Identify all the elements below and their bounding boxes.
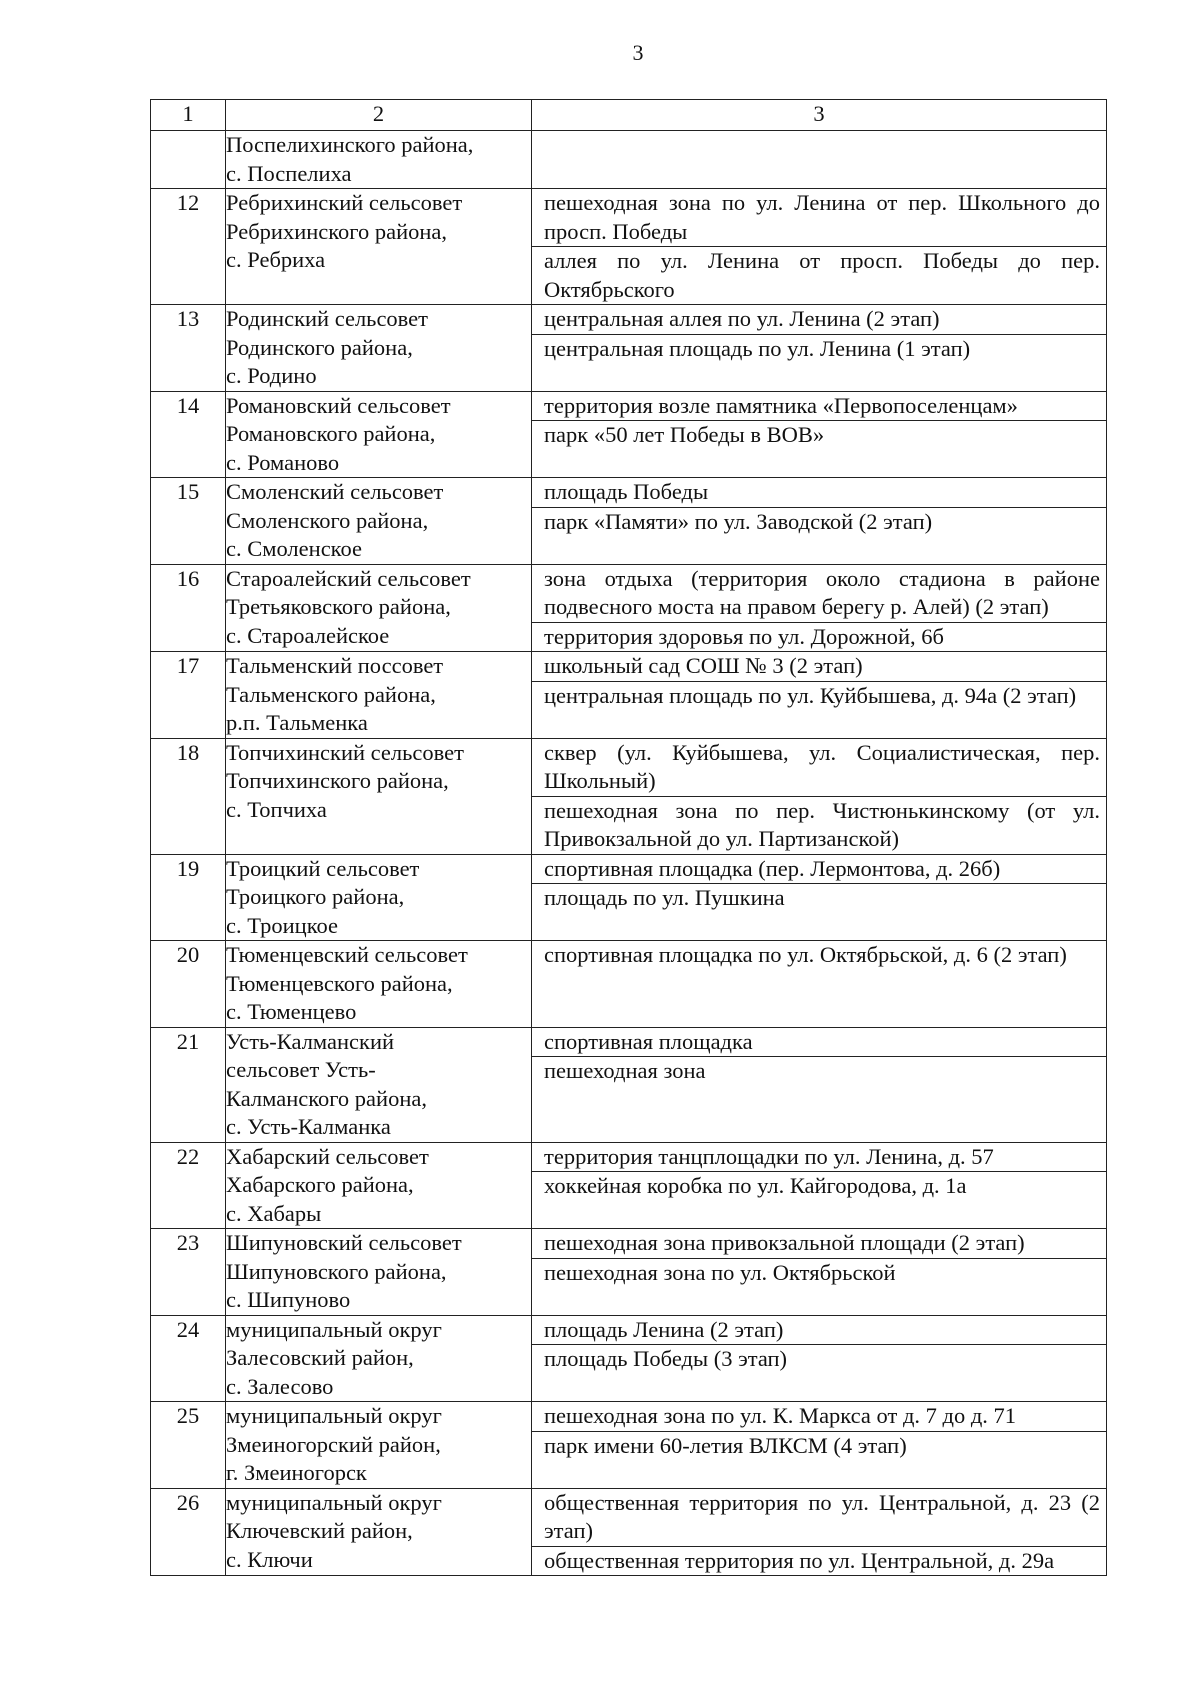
table-row	[151, 564, 1107, 652]
territory-item: центральная площадь по ул. Куйбышева, д. 94а (2 этап)	[544, 682, 1077, 708]
municipality-cell	[226, 738, 532, 854]
municipality-line: Третьяковского района,	[226, 594, 451, 619]
table-row	[151, 131, 1107, 189]
territories-cell	[532, 1488, 1107, 1576]
municipality-line: Ребрихинский сельсовет	[226, 190, 463, 215]
territory-item: спортивная площадка (пер. Лермонтова, д. 26б)	[532, 855, 1106, 885]
row-number: 13	[151, 305, 226, 392]
territory-item: пешеходная зона	[544, 1058, 706, 1083]
municipality-line: с. Топчиха	[226, 796, 327, 822]
municipality-line: Троицкий сельсовет	[226, 855, 420, 881]
municipality-cell	[226, 131, 532, 189]
territories-cell	[532, 305, 1107, 392]
municipality-cell	[226, 478, 532, 565]
municipality-line: Смоленский сельсовет	[226, 479, 444, 504]
table-row	[151, 738, 1107, 854]
municipality-line: Калманского района,	[226, 1085, 427, 1111]
territories-cell	[532, 652, 1107, 739]
table-row	[151, 478, 1107, 565]
territory-item: центральная площадь по ул. Ленина (1 этап)	[544, 335, 971, 361]
territories-cell	[532, 1402, 1107, 1489]
table-header-row	[151, 100, 1107, 131]
table-row	[151, 1027, 1107, 1142]
row-number: 18	[151, 738, 226, 854]
territories-cell	[532, 189, 1107, 305]
row-number: 12	[151, 189, 226, 305]
territory-item: спортивная площадка по ул. Октябрьской, д. 6 (2 этап)	[544, 942, 1067, 967]
municipality-line: сельсовет Усть-	[226, 1057, 376, 1082]
territory-item: площадь по ул. Пушкина	[544, 885, 785, 910]
municipality-line: Родинский сельсовет	[226, 306, 428, 331]
municipality-line: Змеиногорский район,	[226, 1431, 441, 1457]
territory-item: сквер (ул. Куйбышева, ул. Социалистическая, пер. Школьный)	[532, 739, 1106, 797]
territory-item: площадь Ленина (2 этап)	[532, 1316, 1106, 1346]
municipality-line: Тальменского района,	[226, 681, 436, 707]
municipality-line: Родинского района,	[226, 334, 413, 360]
municipality-line: Романовского района,	[226, 421, 436, 446]
territories-cell	[532, 854, 1107, 941]
municipality-cell	[226, 1488, 532, 1576]
row-number: 23	[151, 1229, 226, 1316]
municipality-cell	[226, 391, 532, 478]
municipality-line: с. Староалейское	[226, 622, 390, 648]
row-number: 20	[151, 941, 226, 1028]
territories-cell	[532, 391, 1107, 478]
municipality-line: с. Ребриха	[226, 247, 326, 272]
row-number: 21	[151, 1027, 226, 1142]
municipality-line: Ребрихинского района,	[226, 218, 448, 244]
territories-cell	[532, 738, 1107, 854]
row-number: 17	[151, 652, 226, 739]
territory-item: центральная аллея по ул. Ленина (2 этап)	[532, 305, 1106, 335]
territories-cell	[532, 1315, 1107, 1402]
territory-item: пешеходная зона по ул. Ленина от пер. Школьного до просп. Победы	[532, 189, 1106, 247]
territory-item: хоккейная коробка по ул. Кайгородова, д. 1а	[544, 1173, 967, 1198]
municipality-line: Тюменцевского района,	[226, 970, 453, 996]
table-row	[151, 1229, 1107, 1316]
territory-item: парк имени 60-летия ВЛКСМ (4 этап)	[544, 1432, 907, 1458]
municipality-line: с. Троицкое	[226, 912, 339, 938]
table-row	[151, 941, 1107, 1028]
municipality-cell	[226, 1402, 532, 1489]
territory-item: зона отдыха (территория около стадиона в районе подвесного моста на правом берегу р. Алей) (2 этап)	[532, 565, 1106, 623]
municipality-line: с. Залесово	[226, 1373, 334, 1399]
territory-item: парк «50 лет Победы в ВОВ»	[544, 422, 825, 447]
row-number	[151, 131, 226, 189]
municipality-line: с. Хабары	[226, 1200, 322, 1226]
table-row	[151, 391, 1107, 478]
table-row	[151, 1488, 1107, 1576]
municipality-line: Романовский сельсовет	[226, 392, 451, 418]
municipality-cell	[226, 189, 532, 305]
municipality-line: Топчихинский сельсовет	[226, 739, 464, 765]
row-number: 26	[151, 1488, 226, 1576]
territory-item: пешеходная зона по ул. К. Маркса от д. 7 до д. 71	[532, 1402, 1106, 1432]
row-number: 15	[151, 478, 226, 565]
column-header: 3	[532, 100, 1107, 131]
territory-item: территория возле памятника «Первопоселенцам»	[532, 392, 1106, 422]
table-row	[151, 1402, 1107, 1489]
municipality-cell	[226, 1142, 532, 1229]
municipality-line: с. Родино	[226, 363, 317, 388]
municipality-cell	[226, 1315, 532, 1402]
territory-item: общественная территория по ул. Центральной, д. 23 (2 этап)	[532, 1489, 1106, 1547]
territory-item: территория здоровья по ул. Дорожной, 6б	[544, 623, 944, 649]
page-number: 3	[632, 40, 644, 65]
row-number: 16	[151, 564, 226, 652]
municipality-line: Усть-Калманский	[226, 1028, 395, 1054]
column-header: 1	[151, 100, 226, 131]
municipality-cell	[226, 1027, 532, 1142]
territories-cell	[532, 478, 1107, 565]
table-row	[151, 652, 1107, 739]
territory-item: спортивная площадка	[532, 1028, 1106, 1058]
territory-item: школьный сад СОШ № 3 (2 этап)	[532, 652, 1106, 682]
table-row	[151, 854, 1107, 941]
territory-item: площадь Победы	[532, 478, 1106, 508]
territory-item: общественная территория по ул. Центральной, д. 29а	[544, 1547, 1055, 1573]
territories-cell	[532, 1027, 1107, 1142]
territory-item: парк «Памяти» по ул. Заводской (2 этап)	[544, 508, 933, 534]
table-row	[151, 189, 1107, 305]
row-number: 14	[151, 391, 226, 478]
territories-cell	[532, 941, 1107, 1028]
municipality-line: Ключевский район,	[226, 1518, 413, 1543]
municipality-line: Староалейский сельсовет	[226, 565, 471, 591]
territory-item: пешеходная зона по ул. Октябрьской	[544, 1259, 896, 1285]
territories-cell	[532, 1142, 1107, 1229]
municipality-line: с. Поспелиха	[226, 160, 352, 186]
municipality-line: муниципальный округ	[226, 1403, 442, 1428]
municipality-line: муниципальный округ	[226, 1489, 442, 1515]
territories-cell	[532, 131, 1107, 189]
column-header: 2	[226, 100, 532, 131]
municipality-line: с. Смоленское	[226, 536, 362, 561]
table-row	[151, 1315, 1107, 1402]
row-number: 24	[151, 1315, 226, 1402]
row-number: 22	[151, 1142, 226, 1229]
territories-table	[150, 99, 1107, 1576]
municipality-line: Смоленского района,	[226, 507, 429, 533]
municipality-cell	[226, 564, 532, 652]
municipality-line: Хабарского района,	[226, 1172, 414, 1197]
municipality-line: Тюменцевский сельсовет	[226, 942, 468, 967]
municipality-line: с. Ключи	[226, 1546, 313, 1572]
municipality-cell	[226, 305, 532, 392]
row-number: 19	[151, 854, 226, 941]
municipality-line: Топчихинского района,	[226, 768, 449, 793]
territory-item: пешеходная зона привокзальной площади (2 этап)	[532, 1229, 1106, 1259]
row-number: 25	[151, 1402, 226, 1489]
table-row	[151, 1142, 1107, 1229]
municipality-cell	[226, 854, 532, 941]
table-body	[151, 131, 1107, 1576]
municipality-line: муниципальный округ	[226, 1316, 442, 1342]
municipality-line: с. Шипуново	[226, 1287, 351, 1312]
municipality-line: г. Змеиногорск	[226, 1460, 367, 1485]
municipality-line: Поспелихинского района,	[226, 132, 474, 157]
territory-item: аллея по ул. Ленина от просп. Победы до пер. Октябрьского	[544, 248, 1100, 302]
territories-cell	[532, 1229, 1107, 1316]
municipality-line: с. Тюменцево	[226, 999, 357, 1024]
municipality-line: Хабарский сельсовет	[226, 1143, 429, 1169]
territory-item: территория танцплощадки по ул. Ленина, д. 57	[532, 1143, 1106, 1173]
municipality-line: с. Усть-Калманка	[226, 1114, 391, 1139]
municipality-line: Тальменский поссовет	[226, 653, 444, 678]
municipality-cell	[226, 652, 532, 739]
table-row	[151, 305, 1107, 392]
municipality-line: с. Романово	[226, 449, 340, 475]
territory-item: площадь Победы (3 этап)	[544, 1346, 788, 1371]
municipality-cell	[226, 1229, 532, 1316]
municipality-line: Залесовский район,	[226, 1345, 414, 1370]
territory-item: пешеходная зона по пер. Чистюнькинскому (от ул. Привокзальной до ул. Партизанской)	[544, 797, 1100, 851]
municipality-line: Троицкого района,	[226, 884, 405, 909]
municipality-line: р.п. Тальменка	[226, 710, 368, 735]
territories-cell	[532, 564, 1107, 652]
municipality-cell	[226, 941, 532, 1028]
municipality-line: Шипуновского района,	[226, 1258, 447, 1284]
municipality-line: Шипуновский сельсовет	[226, 1230, 462, 1255]
